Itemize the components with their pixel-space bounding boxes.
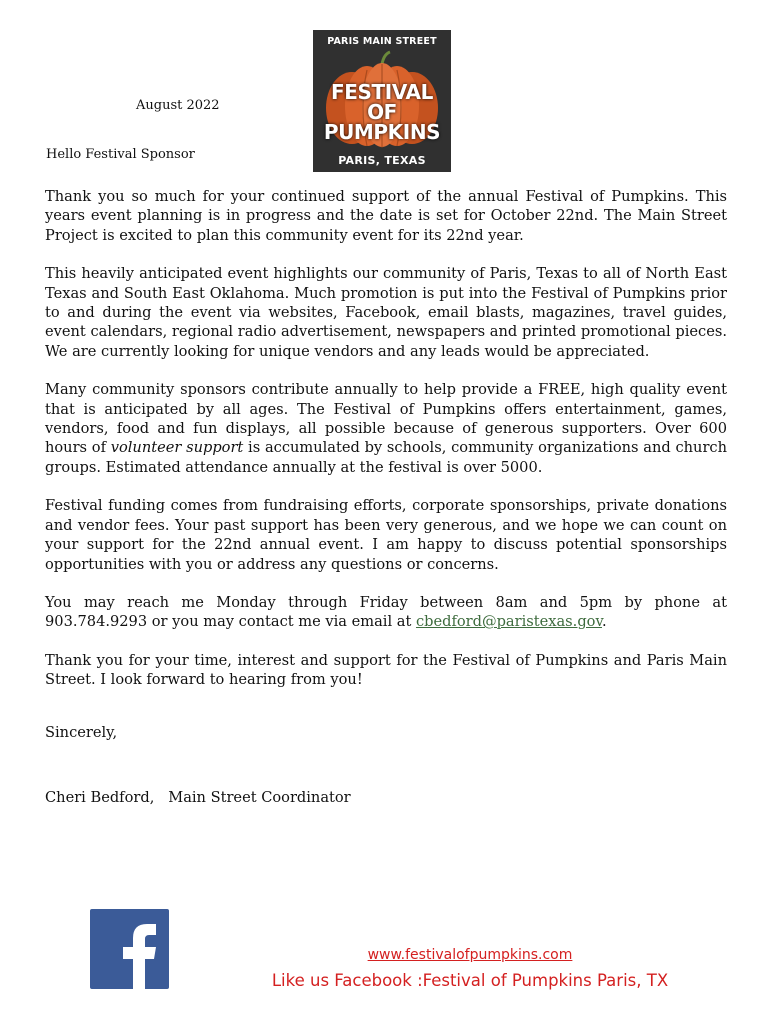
logo-title-line-2: PUMPKINS — [323, 120, 441, 144]
facebook-icon[interactable] — [90, 909, 169, 989]
signer: Cheri Bedford, Main Street Coordinator — [45, 789, 351, 806]
salutation: Hello Festival Sponsor — [46, 147, 195, 162]
logo-title — [313, 82, 451, 142]
paragraph-sponsors-start: Many community sponsors contribute annually to help provide a FREE, high quality event that is anticipated by all ages. The Festival of Pumpkins offers entertainment, games, vendors, food and fun displays, all possible because of generous supporters. Over 600 hours of — [45, 381, 727, 457]
logo-bottom-text: PARIS, TEXAS — [338, 154, 426, 167]
volunteer-support-emphasis: volunteer support — [110, 439, 244, 457]
website-link[interactable]: www.festivalofpumpkins.com — [367, 947, 573, 963]
paragraph-sponsors — [45, 380, 727, 477]
paragraph-funding: Festival funding comes from fundraising efforts, corporate sponsorships, private donations and vendor fees. Your past support has been very generous, and we hope we can count on your support for the 22nd annual event. I am happy to discuss potential sponsorships opportunities with you or address any questions or concerns. — [45, 497, 727, 573]
letter-body — [45, 187, 727, 690]
closing: Sincerely, — [45, 724, 118, 741]
paragraph-contact-start: You may reach me Monday through Friday between 8am and 5pm by phone at 903.784.9293 or you may contact me via email at — [45, 593, 727, 631]
email-link[interactable]: cbedford@paristexas.gov — [415, 613, 602, 631]
logo-top-text: PARIS MAIN STREET — [327, 36, 437, 47]
paragraph-sponsors-end: is accumulated by schools, community organizations and church groups. Estimated attendance annually at the festival is over 5000. — [45, 439, 727, 476]
paragraph-contact — [45, 593, 727, 632]
facebook-f-glyph — [90, 909, 169, 989]
paragraph-promotion: This heavily anticipated event highlights our community of Paris, Texas to all of North East Texas and South East Oklahoma. Much promotion is put into the Festival of Pumpkins prior to and during the event via websites, Facebook, email blasts, magazines, travel guides, event calendars, regional radio advertisement, newspapers and printed promotional pieces. We are currently looking for unique vendors and any leads would be appreciated. — [45, 265, 727, 360]
paragraph-thanks: Thank you for your time, interest and support for the Festival of Pumpkins and Paris Main Street. I look forward to hearing from you! — [45, 651, 727, 689]
festival-logo — [313, 30, 451, 172]
logo-title-line-1: FESTIVAL OF — [331, 80, 433, 124]
letter-date: August 2022 — [136, 98, 220, 113]
paragraph-intro: Thank you so much for your continued support of the annual Festival of Pumpkins. This years event planning is in progress and the date is set for October 22nd. The Main Street Project is excited to plan this community event for its 22nd year. — [45, 188, 727, 244]
paragraph-contact-end: . — [601, 613, 607, 631]
facebook-like-text: Like us Facebook :Festival of Pumpkins Paris, TX — [271, 971, 669, 990]
